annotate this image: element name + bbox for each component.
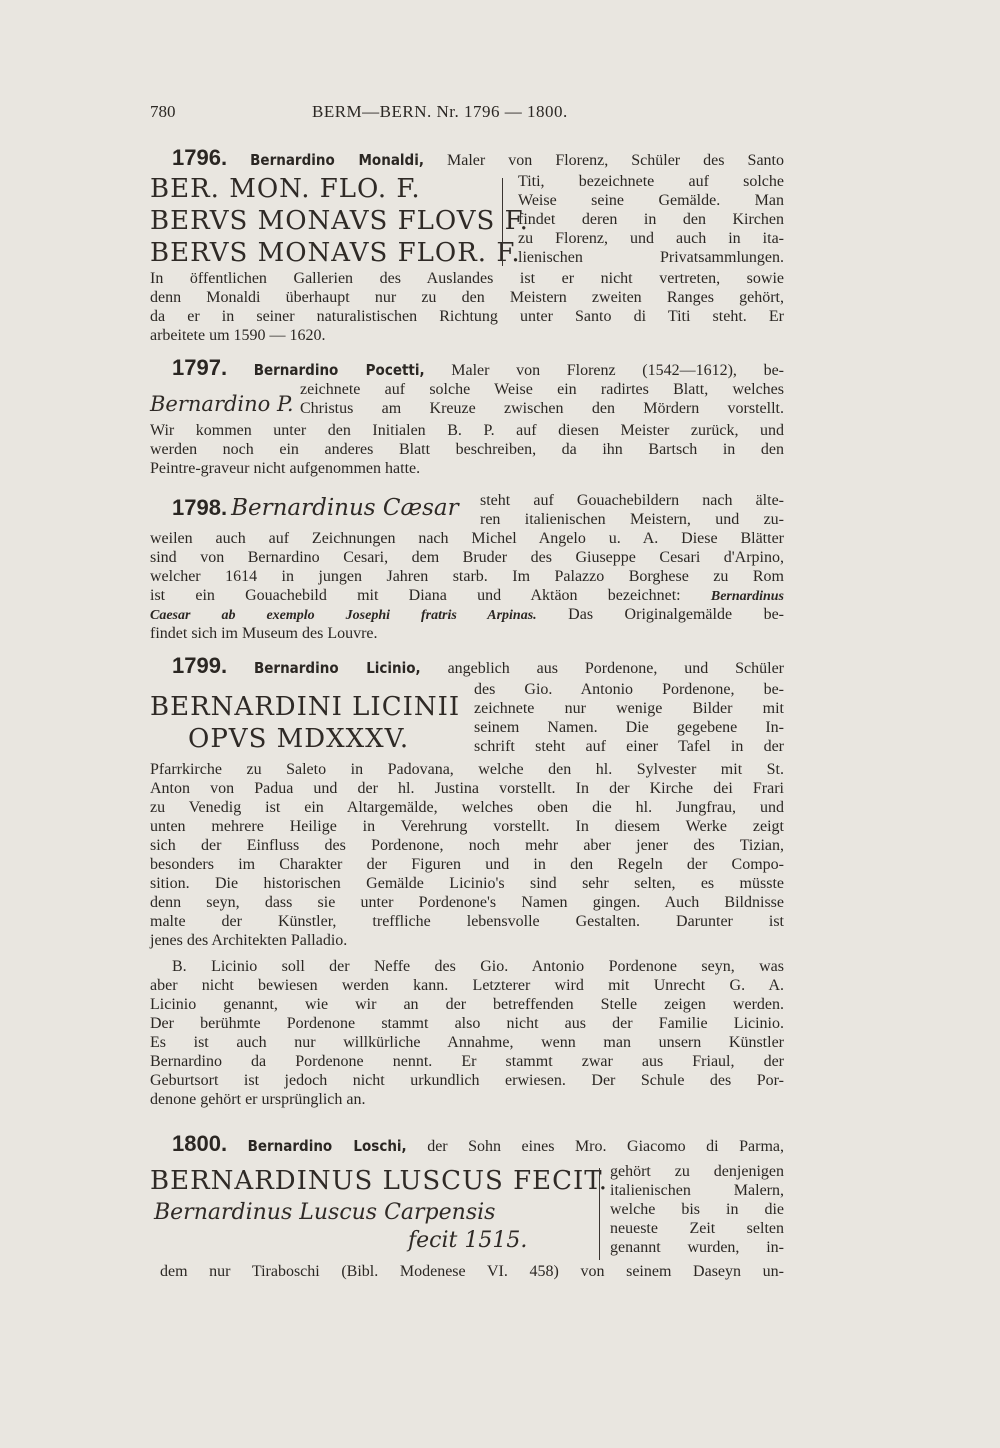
artist-name: Bernardino Monaldi,: [250, 151, 424, 169]
entry-number: 1796.: [172, 145, 228, 170]
body-line: zu Venedig ist ein Altargemälde, welches oben die hl. Jungfrau, und: [150, 799, 784, 816]
body-line: Licinio genannt, wie wir an der betreffenden Stelle zeigen werden.: [150, 996, 784, 1013]
body-line: denone gehört er ursprünglich an.: [150, 1091, 366, 1108]
entry-1797-heading: [172, 355, 784, 380]
body-line: aber nicht bewiesen werden kann. Letzterer wird mit Unrecht G. A.: [150, 977, 784, 994]
body-line: werden noch ein anderes Blatt beschreiben, da ihn Bartsch in den: [150, 441, 784, 458]
body-line: Pfarrkirche zu Saleto in Padovana, welche den hl. Sylvester mit St.: [150, 761, 784, 778]
body-text: ist ein Gouachebild mit Diana und Aktäon bezeichnet:: [150, 587, 681, 604]
heading-text: angeblich aus Pordenone, und Schüler: [447, 660, 785, 677]
monogram-line: OPVS MDXXXV.: [188, 724, 410, 754]
body-line: malte der Künstler, treffliche lebensvolle Gestalten. Darunter ist: [150, 913, 784, 930]
side-text: welche bis in die: [610, 1201, 784, 1218]
body-line: da er in seiner naturalistischen Richtung unter Santo di Titi steht. Er: [150, 308, 784, 325]
entry-number: 1800.: [172, 1131, 228, 1156]
body-line: besonders im Charakter der Figuren und in den Regeln der Compo-: [150, 856, 784, 873]
signature-line: fecit 1515.: [408, 1228, 528, 1253]
side-text: findet deren in den Kirchen: [518, 211, 784, 228]
running-title: BERM—BERN. Nr. 1796 — 1800.: [312, 102, 568, 121]
body-text: Das Originalgemälde be-: [568, 606, 784, 623]
entry-1799-heading: [172, 653, 785, 678]
entry-number: 1798.: [172, 495, 228, 520]
side-text: zu Florenz, und auch in ita-: [518, 230, 784, 247]
body-line: sich der Einfluss des Pordenone, noch mehr aber jener des Tizian,: [150, 837, 784, 854]
side-text: seinem Namen. Die gegebene In-: [474, 719, 784, 736]
brace-mark: [496, 178, 503, 266]
body-line: [150, 586, 784, 606]
entry-number: 1799.: [172, 653, 228, 678]
monogram-line: BERNARDINI LICINII: [150, 692, 461, 722]
side-text: Titi, bezeichnete auf solche: [518, 173, 784, 190]
heading-text: Maler von Florenz, Schüler des Santo: [447, 152, 785, 169]
side-text: italienischen Malern,: [610, 1182, 784, 1199]
side-text: steht auf Gouachebildern nach älte-: [480, 492, 784, 509]
body-line: Der berühmte Pordenone stammt also nicht aus der Familie Licinio.: [150, 1015, 784, 1032]
signature-mark: Bernardino P.: [150, 392, 294, 416]
body-line: unten mehrere Heilige in Verehrung vorstellt. In diesem Werke zeigt: [150, 818, 784, 835]
running-header: [150, 102, 790, 128]
body-line: denn Monaldi überhaupt nur zu den Meistern zweiten Ranges gehört,: [150, 289, 784, 306]
side-text: zeichnete nur wenige Bilder mit: [474, 700, 784, 717]
side-text: genannt wurden, in-: [610, 1239, 784, 1256]
body-line: weilen auch auf Zeichnungen nach Michel Angelo u. A. Diese Blätter: [150, 530, 784, 547]
body-line: arbeitete um 1590 — 1620.: [150, 327, 326, 344]
entry-1798-heading: [172, 495, 472, 521]
body-line: Wir kommen unter den Initialen B. P. auf diesen Meister zurück, und: [150, 422, 784, 439]
entry-1796-heading: [172, 145, 785, 170]
body-line: B. Licinio soll der Neffe des Gio. Antonio Pordenone seyn, was: [172, 958, 784, 975]
body-line: jenes des Architekten Palladio.: [150, 932, 348, 949]
inscription-text: Caesar ab exemplo Josephi fratris Arpinas.: [150, 608, 537, 623]
side-text: neueste Zeit selten: [610, 1220, 784, 1237]
artist-name: Bernardino Pocetti,: [253, 361, 425, 379]
side-text: Christus am Kreuze zwischen den Mördern vorstellt.: [300, 400, 784, 417]
side-text: gehört zu denjenigen: [610, 1163, 784, 1180]
signature-mark: Bernardinus Cæsar: [231, 495, 459, 521]
side-text: zeichnete auf solche Weise ein radirtes Blatt, welches: [300, 381, 784, 398]
monogram-line: BERVS MONAVS FLOVS F.: [150, 206, 529, 236]
artist-name: Bernardino Loschi,: [247, 1137, 407, 1155]
body-line: Anton von Padua und der hl. Justina vorstellt. In der Kirche dei Frari: [150, 780, 784, 797]
side-text: Weise seine Gemälde. Man: [518, 192, 784, 209]
monogram-line: BER. MON. FLO. F.: [150, 174, 421, 204]
page-number: 780: [150, 102, 176, 121]
signature-line: Bernardinus Luscus Carpensis: [154, 1200, 496, 1225]
entry-number: 1797.: [172, 355, 228, 380]
artist-name: Bernardino Licinio,: [253, 659, 421, 677]
body-line: In öffentlichen Gallerien des Auslandes ist er nicht vertreten, sowie: [150, 270, 784, 287]
heading-text: Maler von Florenz (1542—1612), be-: [451, 362, 784, 379]
body-line: Geburtsort ist jedoch nicht urkundlich erwiesen. Der Schule des Por-: [150, 1072, 784, 1089]
side-text: ren italienischen Meistern, und zu-: [480, 511, 784, 528]
body-line: Peintre-graveur nicht aufgenommen hatte.: [150, 460, 421, 477]
body-line: dem nur Tiraboschi (Bibl. Modenese VI. 458) von seinem Daseyn un-: [160, 1263, 784, 1280]
body-line: Es ist auch nur willkürliche Annahme, wenn man unsern Künstler: [150, 1034, 784, 1051]
body-line: [150, 605, 784, 625]
body-line: welcher 1614 in jungen Jahren starb. Im Palazzo Borghese zu Rom: [150, 568, 784, 585]
side-text: des Gio. Antonio Pordenone, be-: [474, 681, 784, 698]
monogram-line: BERNARDINUS LUSCUS FECIT.: [150, 1166, 609, 1196]
body-line: sind von Bernardino Cesari, dem Bruder des Giuseppe Cesari d'Arpino,: [150, 549, 784, 566]
body-line: findet sich im Museum des Louvre.: [150, 625, 378, 642]
side-text: schrift steht auf einer Tafel in der: [474, 738, 784, 755]
monogram-line: BERVS MONAVS FLOR. F.: [150, 238, 521, 268]
body-line: sition. Die historischen Gemälde Licinio's sind sehr selten, es müsste: [150, 875, 784, 892]
brace-mark: [594, 1168, 600, 1260]
body-line: Bernardino da Pordenone nennt. Er stammt zwar aus Friaul, der: [150, 1053, 784, 1070]
side-text: lienischen Privatsammlungen.: [518, 249, 784, 266]
body-line: denn seyn, dass sie unter Pordenone's Namen gingen. Auch Bildnisse: [150, 894, 784, 911]
heading-text: der Sohn eines Mro. Giacomo di Parma,: [427, 1138, 785, 1155]
entry-1800-heading: [172, 1131, 785, 1156]
inscription-text: Bernardinus: [710, 589, 785, 604]
